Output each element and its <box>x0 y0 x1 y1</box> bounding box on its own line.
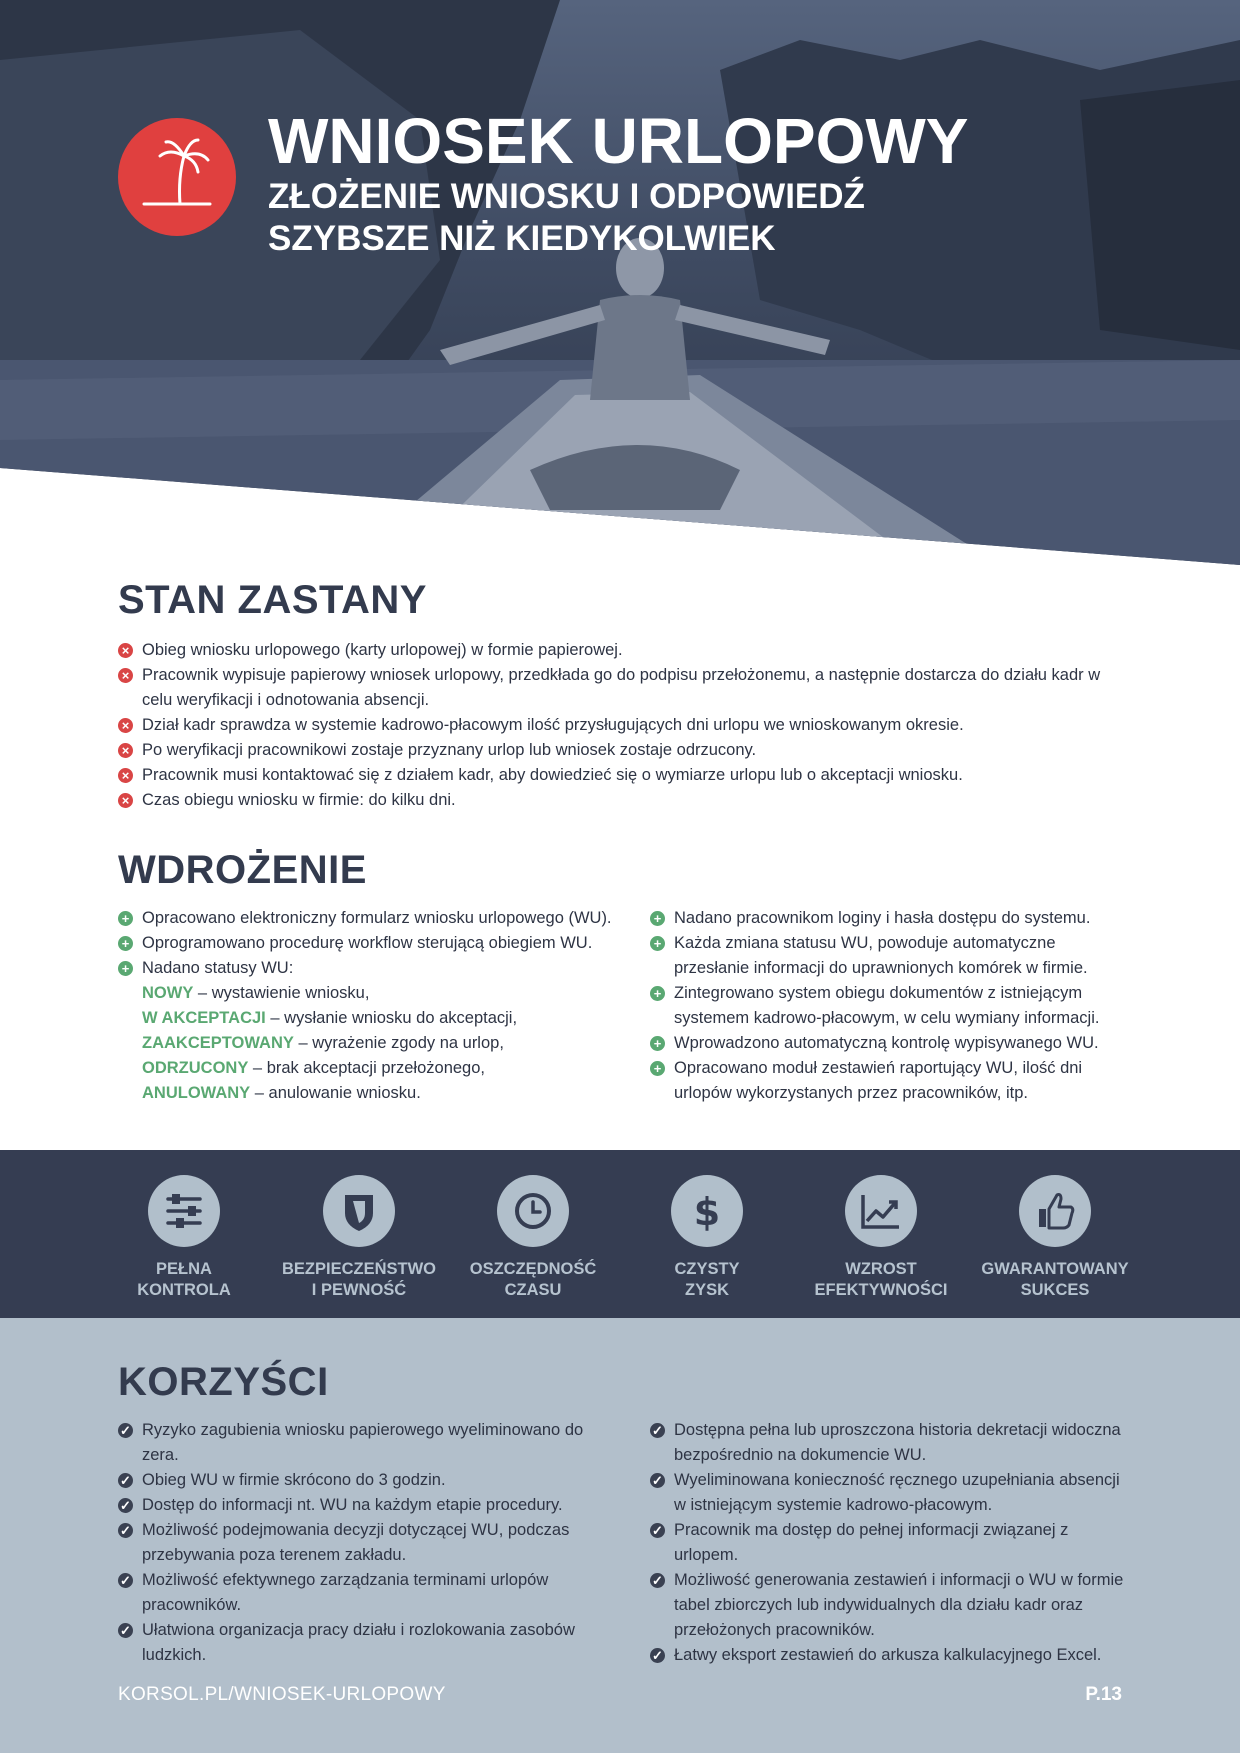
list-item: ✓ Ułatwiona organizacja pracy działu i rozlokowania zasobów ludzkich. <box>118 1618 618 1668</box>
svg-text:$: $ <box>693 1190 721 1234</box>
feature-wzrost-efektywnosci <box>796 1175 966 1301</box>
hero-banner <box>0 0 1240 565</box>
close-circle-icon: × <box>118 793 133 808</box>
plus-circle-icon: + <box>650 1061 665 1076</box>
list-item: ✓ Możliwość generowania zestawień i informacji o WU w formie tabel zbiorczych lub indywidualnych dla działu kadr oraz przełożonych pracowników. <box>650 1568 1130 1643</box>
close-circle-icon: × <box>118 718 133 733</box>
feature-label: CZYSTY ZYSK <box>674 1260 740 1299</box>
check-circle-icon: ✓ <box>650 1473 665 1488</box>
feature-circle <box>845 1175 917 1247</box>
list-item: ✓ Możliwość podejmowania decyzji dotyczącej WU, podczas przebywania poza terenem zakładu. <box>118 1518 618 1568</box>
plus-circle-icon: + <box>118 961 133 976</box>
check-circle-icon: ✓ <box>650 1523 665 1538</box>
list-item: + Opracowano elektroniczny formularz wniosku urlopowego (WU). <box>118 906 618 931</box>
status-item: W AKCEPTACJI – wysłanie wniosku do akceptacji, <box>142 1009 518 1027</box>
feature-label: BEZPIECZEŃSTWO I PEWNOŚĆ <box>281 1260 436 1299</box>
list-item: × Po weryfikacji pracownikowi zostaje przyznany urlop lub wniosek zostaje odrzucony. <box>118 738 1128 763</box>
trend-chart-icon <box>845 1175 917 1247</box>
status-item: ZAAKCEPTOWANY – wyrażenie zgody na urlop, <box>142 1034 504 1052</box>
list-item: + Zintegrowano system obiegu dokumentów z istniejącym systemem kadrowo-płacowym, w celu wymiany informacji. <box>650 981 1130 1031</box>
list-item: ✓ Możliwość efektywnego zarządzania terminami urlopów pracowników. <box>118 1568 618 1618</box>
plus-circle-icon: + <box>650 986 665 1001</box>
list-item: + Każda zmiana statusu WU, powoduje automatyczne przesłanie informacji do uprawnionych komórek w firmie. <box>650 931 1130 981</box>
check-circle-icon: ✓ <box>118 1523 133 1538</box>
feature-circle <box>497 1175 569 1247</box>
wdrozenie-left-list <box>118 906 618 1106</box>
section-title-wdrozenie: WDROŻENIE <box>118 848 367 892</box>
feature-label: GWARANTOWANY SUKCES <box>981 1260 1129 1299</box>
list-item: × Obieg wniosku urlopowego (karty urlopowej) w formie papierowej. <box>118 638 1128 663</box>
feature-circle <box>323 1175 395 1247</box>
check-circle-icon: ✓ <box>118 1623 133 1638</box>
subtitle-line-1: ZŁOŻENIE WNIOSKU I ODPOWIEDŹ <box>268 177 865 216</box>
list-item: ✓ Pracownik ma dostęp do pełnej informacji związanej z urlopem. <box>650 1518 1130 1568</box>
check-circle-icon: ✓ <box>118 1473 133 1488</box>
stan-list <box>118 638 1128 813</box>
close-circle-icon: × <box>118 643 133 658</box>
check-circle-icon: ✓ <box>118 1423 133 1438</box>
hero-photo <box>0 0 1240 565</box>
page-subtitle <box>268 176 865 260</box>
list-item: × Pracownik musi kontaktować się z działem kadr, aby dowiedzieć się o wymiarze urlopu lub o akceptacji wniosku. <box>118 763 1128 788</box>
status-item: NOWY – wystawienie wniosku, <box>142 984 370 1002</box>
list-item: + Wprowadzono automatyczną kontrolę wypisywanego WU. <box>650 1031 1130 1056</box>
section-title-stan-zastany: STAN ZASTANY <box>118 578 427 622</box>
dollar-icon <box>671 1175 743 1247</box>
hero-badge <box>118 118 236 236</box>
shield-icon <box>323 1175 395 1247</box>
list-item: × Dział kadr sprawdza w systemie kadrowo-płacowym ilość przysługujących dni urlopu we wnioskowanym okresie. <box>118 713 1128 738</box>
page-number: P.13 <box>1085 1684 1122 1705</box>
sliders-icon <box>148 1175 220 1247</box>
feature-label: OSZCZĘDNOŚĆ CZASU <box>469 1260 597 1299</box>
feature-label: PEŁNA KONTROLA <box>137 1260 231 1299</box>
feature-circle <box>1019 1175 1091 1247</box>
close-circle-icon: × <box>118 768 133 783</box>
close-circle-icon: × <box>118 743 133 758</box>
check-circle-icon: ✓ <box>650 1648 665 1663</box>
status-item: ODRZUCONY – brak akceptacji przełożonego, <box>142 1059 485 1077</box>
subtitle-line-2: SZYBSZE NIŻ KIEDYKOLWIEK <box>268 219 776 258</box>
features-band <box>0 1150 1240 1318</box>
list-item: + Nadano statusy WU: <box>118 956 618 981</box>
list-item: ✓ Obieg WU w firmie skrócono do 3 godzin. <box>118 1468 618 1493</box>
palm-tree-icon <box>118 118 236 236</box>
thumbs-up-icon <box>1019 1175 1091 1247</box>
list-item: ✓ Wyeliminowana konieczność ręcznego uzupełniania absencji w istniejącym systemie kadrowo-płacowym. <box>650 1468 1130 1518</box>
list-item: + Opracowano moduł zestawień raportujący WU, ilość dni urlopów wykorzystanych przez pracowników, itp. <box>650 1056 1130 1106</box>
check-circle-icon: ✓ <box>650 1573 665 1588</box>
list-item: + Oprogramowano procedurę workflow sterującą obiegiem WU. <box>118 931 618 956</box>
list-item: ✓ Ryzyko zagubienia wniosku papierowego wyeliminowano do zera. <box>118 1418 618 1468</box>
feature-circle <box>671 1175 743 1247</box>
feature-pelna-kontrola <box>99 1175 269 1301</box>
close-circle-icon: × <box>118 668 133 683</box>
plus-circle-icon: + <box>650 911 665 926</box>
list-item: ✓ Dostępna pełna lub uproszczona historia dekretacji widoczna bezpośrednio na dokumencie WU. <box>650 1418 1130 1468</box>
footer-url[interactable]: KORSOL.PL/WNIOSEK-URLOPOWY <box>118 1684 446 1705</box>
list-item: × Pracownik wypisuje papierowy wniosek urlopowy, przedkłada go do podpisu przełożonemu, a następnie dostarcza do działu kadr w celu weryfikacji i odnotowania absencji. <box>118 663 1128 713</box>
list-item: × Czas obiegu wniosku w firmie: do kilku dni. <box>118 788 1128 813</box>
check-circle-icon: ✓ <box>118 1573 133 1588</box>
feature-oszczednosc-czasu <box>448 1175 618 1301</box>
wdrozenie-right-list <box>650 906 1130 1106</box>
status-item: ANULOWANY – anulowanie wniosku. <box>142 1084 421 1102</box>
feature-bezpieczenstwo <box>274 1175 444 1301</box>
check-circle-icon: ✓ <box>650 1423 665 1438</box>
plus-circle-icon: + <box>650 936 665 951</box>
feature-circle <box>148 1175 220 1247</box>
check-circle-icon: ✓ <box>118 1498 133 1513</box>
feature-label: WZROST EFEKTYWNOŚCI <box>814 1260 948 1299</box>
section-title-korzysci: KORZYŚCI <box>118 1360 329 1404</box>
list-item: ✓ Łatwy eksport zestawień do arkusza kalkulacyjnego Excel. <box>650 1643 1130 1668</box>
korzysci-left-list <box>118 1418 618 1668</box>
plus-circle-icon: + <box>118 911 133 926</box>
feature-gwarantowany-sukces <box>970 1175 1140 1301</box>
plus-circle-icon: + <box>118 936 133 951</box>
list-item: + Nadano pracownikom loginy i hasła dostępu do systemu. <box>650 906 1130 931</box>
page-title: WNIOSEK URLOPOWY <box>268 105 969 177</box>
list-item: ✓ Dostęp do informacji nt. WU na każdym etapie procedury. <box>118 1493 618 1518</box>
feature-czysty-zysk <box>622 1175 792 1301</box>
korzysci-right-list <box>650 1418 1130 1668</box>
plus-circle-icon: + <box>650 1036 665 1051</box>
clock-icon <box>497 1175 569 1247</box>
